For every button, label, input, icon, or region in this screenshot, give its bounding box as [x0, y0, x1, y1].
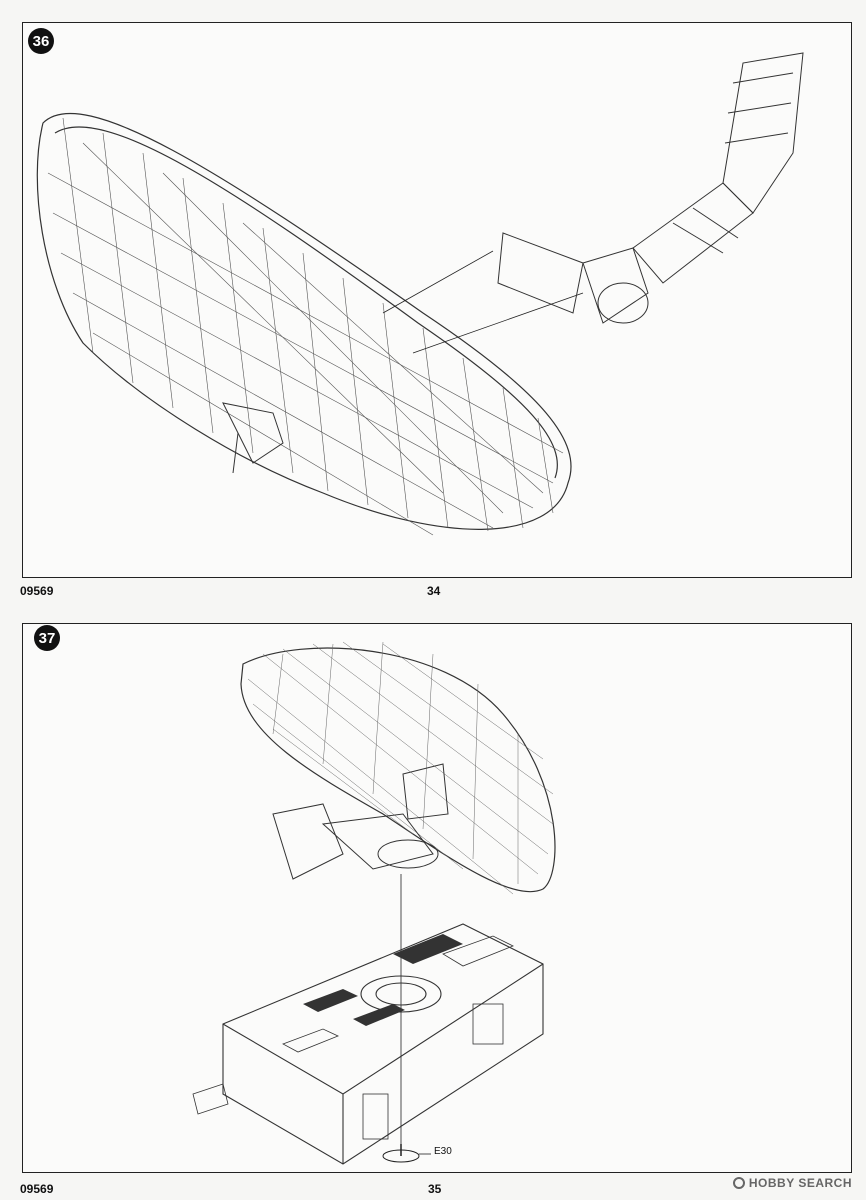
watermark — [733, 1176, 852, 1190]
step-frame-37 — [22, 623, 852, 1173]
antenna-arm-assembly — [498, 53, 803, 323]
page-number: 35 — [428, 1182, 442, 1196]
watermark-logo-icon — [733, 1177, 745, 1189]
assembly-guide-lines — [383, 251, 583, 353]
dish-lattice — [48, 118, 563, 535]
radar-dish-exploded-diagram — [23, 23, 851, 577]
dish-support — [223, 403, 283, 473]
hull-panels — [193, 936, 513, 1139]
dish-outline — [241, 648, 555, 892]
page-number: 34 — [427, 584, 441, 598]
dish-outline — [37, 113, 571, 529]
dish-mesh — [248, 642, 553, 894]
step-frame-36 — [22, 22, 852, 578]
watermark-text: HOBBY SEARCH — [748, 1176, 852, 1190]
radar-vehicle-assembly-diagram — [23, 624, 851, 1172]
hull-grilles — [303, 934, 463, 1026]
step-number-badge: 36 — [28, 28, 54, 54]
part-label-e30: E30 — [434, 1146, 452, 1157]
kit-code: 09569 — [20, 584, 54, 598]
kit-code: 09569 — [20, 1182, 54, 1196]
step-number-badge: 37 — [34, 625, 60, 651]
instruction-page-35 — [0, 605, 866, 1200]
